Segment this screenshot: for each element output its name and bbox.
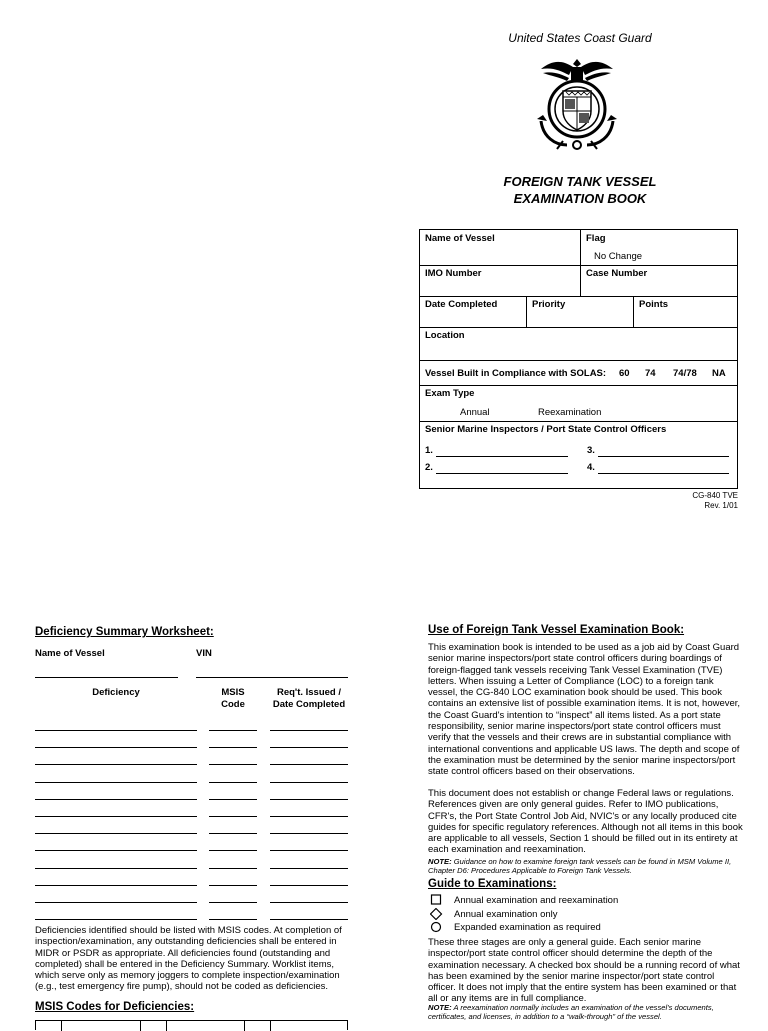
form-code [600,491,738,511]
col-header-deficiency: Deficiency [92,687,140,698]
use-note-1-text: Guidance on how to examine foreign tank vessels can be found in MSM Volume II, Chapter D6: Procedures Applicable to Foreign Tank Vessels. [428,857,732,876]
msis-code-line[interactable] [209,833,257,834]
square-icon [430,894,444,906]
exam-type-label: Exam Type [425,388,475,399]
inspector-slot-2-line[interactable] [436,473,568,474]
circle-icon [430,921,444,933]
form-number: CG-840 TVE [692,491,738,500]
deficiency-line[interactable] [35,764,197,765]
req-issued-line[interactable] [270,885,348,886]
col-header-req-issued: Req't. Issued / Date Completed [272,687,346,710]
deficiency-line[interactable] [35,833,197,834]
deficiency-line[interactable] [35,799,197,800]
req-issued-line[interactable] [270,868,348,869]
points-label: Points [639,299,669,310]
msis-code-line[interactable] [209,764,257,765]
deficiency-line[interactable] [35,868,197,869]
msis-code-line[interactable] [209,730,257,731]
book-title-line-2: EXAMINATION BOOK [513,191,647,206]
flag-value: No Change [594,251,643,262]
worksheet-title: Deficiency Summary Worksheet: [35,626,214,638]
req-issued-line[interactable] [270,747,348,748]
msis-code-line[interactable] [209,919,257,920]
deficiency-line[interactable] [35,816,197,817]
guide-paragraph: These three stages are only a general guide. Each senior marine inspector/port state control officer should determine the depth of the examination necessary. A checked box should be a running record of what has been examined by the senior marine inspector/port state control officer. It does not imply that the entire system has been examined or that all or any items are in full compliance. [428,937,740,1005]
msis-code-line[interactable] [209,868,257,869]
solas-option-74-78[interactable]: 74/78 [673,368,697,379]
agency-name: United States Coast Guard [508,31,652,45]
msis-codes-title: MSIS Codes for Deficiencies: [35,1001,195,1013]
msis-code-line[interactable] [209,850,257,851]
deficiency-line[interactable] [35,782,197,783]
deficiency-line[interactable] [35,919,197,920]
use-note-1-label: NOTE: [428,857,452,866]
solas-option-60[interactable]: 60 [619,368,630,379]
inspector-slot-1-label: 1. [425,445,433,456]
imo-number-label: IMO Number [425,268,482,279]
req-issued-line[interactable] [270,902,348,903]
msis-code-line[interactable] [209,782,257,783]
use-paragraph-2: This document does not establish or change Federal laws or regulations. References given are only general guides. Refer to IMO publications, CFR's, the Port State Control Job Aid, NVIC's or any locally produced cite guides for specific regulatory references. Although not all items in this book are applicable to all vessels, Section 1 should be filled out in its entirety at each examination and reexamination. [428,788,743,856]
guide-note-label: NOTE: [428,1003,452,1012]
use-title: Use of Foreign Tank Vessel Examination Book: [428,624,685,636]
exam-option-reexamination[interactable]: Reexamination [538,407,602,418]
msis-code-line[interactable] [209,799,257,800]
form-revision: Rev. 1/01 [704,501,738,510]
case-number-label: Case Number [586,268,648,279]
location-label: Location [425,330,465,341]
deficiency-line[interactable] [35,747,197,748]
worksheet-vessel-name-line[interactable] [35,677,178,678]
msis-code-line[interactable] [209,902,257,903]
vessel-info-form [419,229,738,489]
deficiency-line[interactable] [35,730,197,731]
req-issued-line[interactable] [270,850,348,851]
req-issued-line[interactable] [270,816,348,817]
msis-code-line[interactable] [209,816,257,817]
msis-code-line[interactable] [209,885,257,886]
book-title [420,173,740,207]
inspector-slot-4-label: 4. [587,462,595,473]
worksheet-vessel-name-label: Name of Vessel [35,648,105,659]
inspector-slot-3-line[interactable] [598,456,729,457]
msis-codes-table [35,1020,348,1030]
inspector-slot-1-line[interactable] [436,456,568,457]
worksheet-vin-line[interactable] [196,677,348,678]
col-header-msis: MSIS Code [221,687,245,710]
inspector-slot-2-label: 2. [425,462,433,473]
guide-note [428,1003,744,1022]
deficiency-line[interactable] [35,902,197,903]
inspector-slot-4-line[interactable] [598,473,729,474]
book-title-line-1: FOREIGN TANK VESSEL [503,174,657,189]
inspector-slot-3-label: 3. [587,445,595,456]
worksheet-vin-label: VIN [196,648,212,659]
worksheet-note: Deficiencies identified should be listed with MSIS codes. At completion of inspection/examination, any outstanding deficiencies shall be entered in MIDR or PSDR as appropriate. All deficiencies found (outstanding and completed) shall be entered in the Deficiency Summary. Worklist items, which serve only as memory joggers to complete inspection/examination (e.g., test emergency fire pump), should not be coded as deficiencies. [35,925,342,993]
solas-option-74[interactable]: 74 [645,368,656,379]
solas-label: Vessel Built in Compliance with SOLAS: [425,368,607,379]
flag-label: Flag [586,233,606,244]
use-note-1 [428,857,744,876]
exam-option-annual[interactable]: Annual [460,407,490,418]
msis-code-line[interactable] [209,747,257,748]
req-issued-line[interactable] [270,764,348,765]
inspectors-label: Senior Marine Inspectors / Port State Control Officers [425,424,667,435]
guide-note-text: A reexamination normally includes an examination of the vessel's documents, certificates, and licenses, in addition to a “walk-through” of the vessel. [428,1003,714,1022]
name-of-vessel-label: Name of Vessel [425,233,495,244]
req-issued-line[interactable] [270,730,348,731]
req-issued-line[interactable] [270,833,348,834]
deficiency-line[interactable] [35,850,197,851]
diamond-icon [430,908,444,920]
coast-guard-seal-icon [533,55,621,153]
req-issued-line[interactable] [270,919,348,920]
req-issued-line[interactable] [270,782,348,783]
date-completed-label: Date Completed [425,299,498,310]
deficiency-line[interactable] [35,885,197,886]
use-paragraph-1: This examination book is intended to be used as a job aid by Coast Guard senior marine inspectors/port state control officers during boardings of foreign-flagged tank vessels receiving Tank Vessel Examination (TVE) letters. When issuing a Letter of Compliance (LOC) to a foreign tank vessel, the CG-840 LOC examination book should be used. This book contains an extensive list of possible examination items. It is not, however, the Coast Guard's intention to “inspect” all items listed. As a port state responsibility, senior marine inspectors/port state control officers must verify that the vessels and their crews are in substantial compliance with international conventions and applicable US laws. The depth and scope of the examination must be determined by the senior marine inspectors/port state control officers based on their observations. [428,642,741,778]
req-issued-line[interactable] [270,799,348,800]
priority-label: Priority [532,299,566,310]
solas-option-na[interactable]: NA [712,368,726,379]
guide-title: Guide to Examinations: [428,878,557,890]
